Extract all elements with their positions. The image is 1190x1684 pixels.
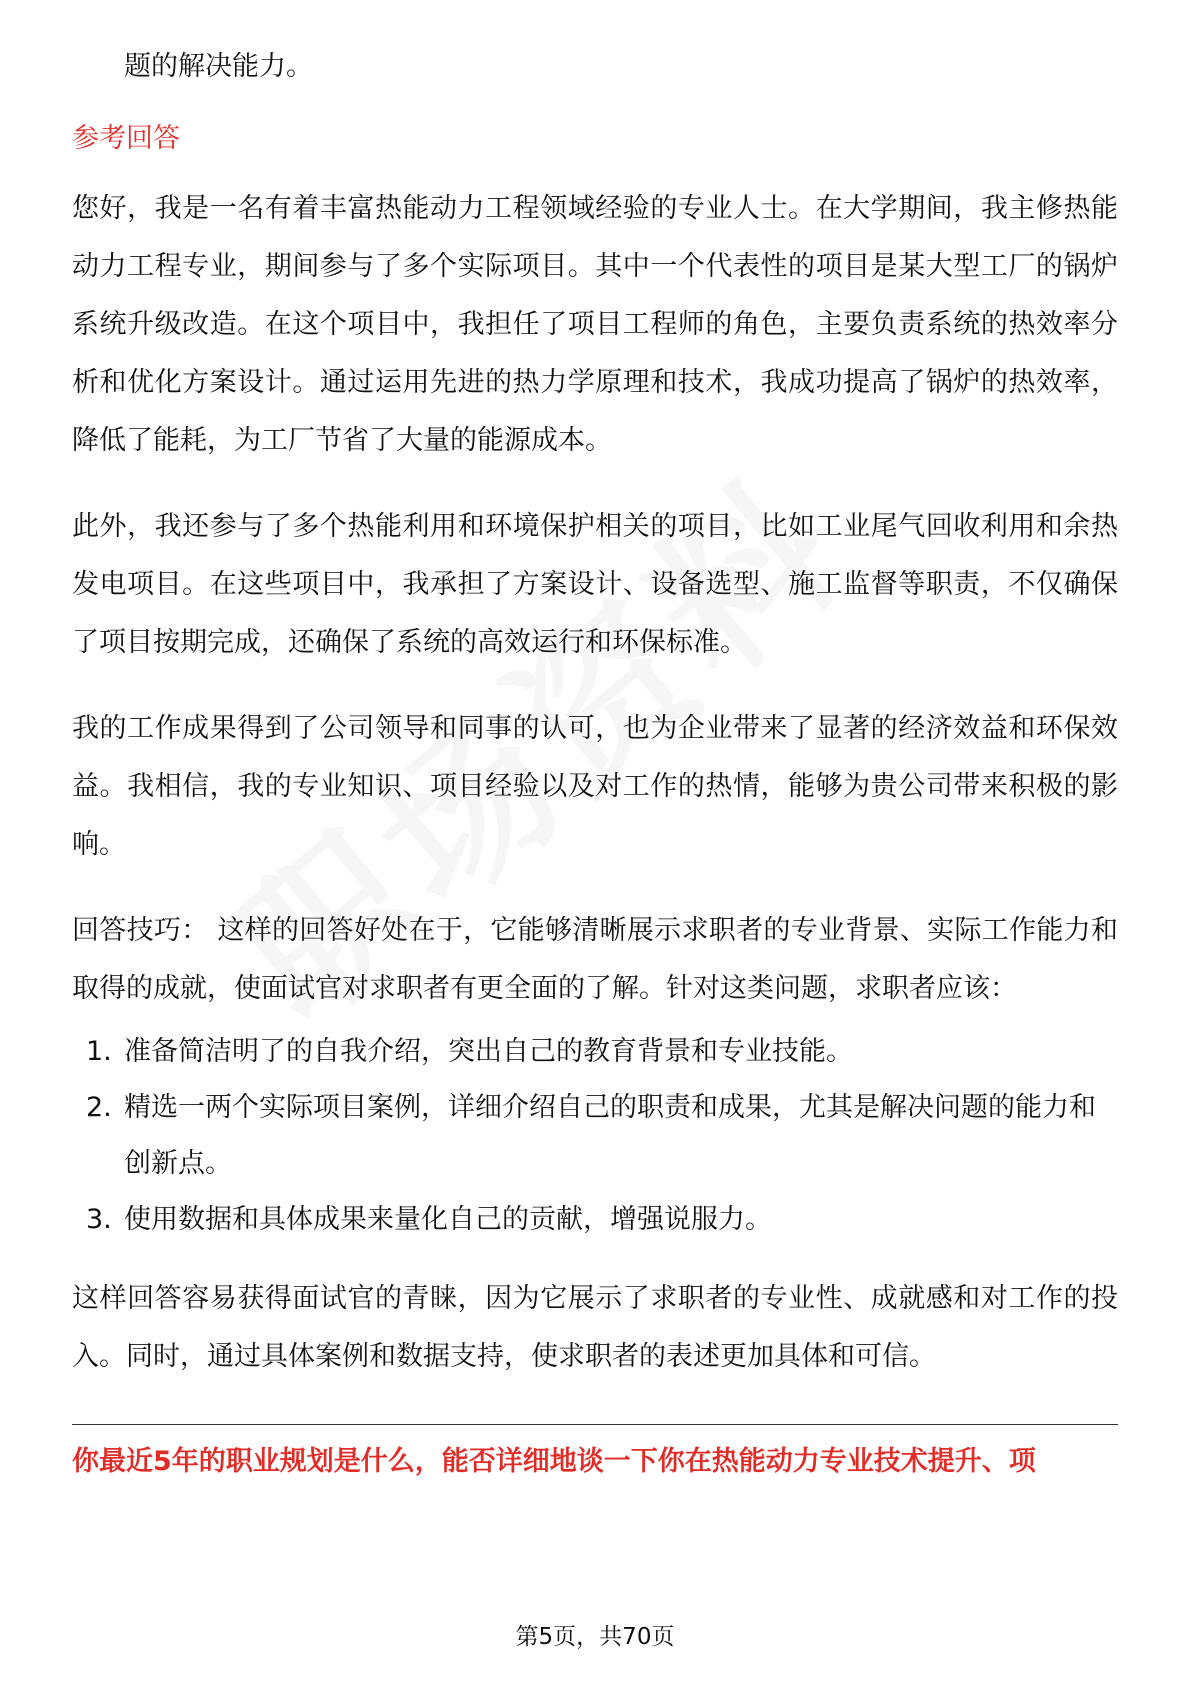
list-item [72, 1192, 1118, 1248]
list-item-text: 精选一两个实际项目案例，详细介绍自己的职责和成果，尤其是解决问题的能力和创新点。 [124, 1092, 1096, 1179]
section-label-reference-answer: 参考回答 [72, 123, 180, 154]
list-item [72, 1080, 1118, 1192]
answer-paragraph-3: 我的工作成果得到了公司领导和同事的认可，也为企业带来了显著的经济效益和环保效益。我相信，我的专业知识、项目经验以及对工作的热情，能够为贵公司带来积极的影响。 [72, 713, 1118, 860]
tips-intro: 回答技巧： 这样的回答好处在于，它能够清晰展示求职者的专业背景、实际工作能力和取得的成就，使面试官对求职者有更全面的了解。针对这类问题，求职者应该： [72, 915, 1118, 1004]
list-item-number: 1. [86, 1036, 112, 1067]
answer-paragraph-2: 此外，我还参与了多个热能利用和环境保护相关的项目，比如工业尾气回收利用和余热发电项目。在这些项目中，我承担了方案设计、设备选型、施工监督等职责，不仅确保了项目按期完成，还确保了系统的高效运行和环保标准。 [72, 511, 1118, 658]
section-divider [72, 1424, 1118, 1425]
list-item-text: 准备简洁明了的自我介绍，突出自己的教育背景和专业技能。 [124, 1036, 853, 1067]
document-page [72, 38, 1118, 1491]
continued-text: 题的解决能力。 [124, 51, 313, 82]
page-footer: 第5页，共70页 [515, 1624, 675, 1650]
list-item [72, 1024, 1118, 1080]
list-item-text: 使用数据和具体成果来量化自己的贡献，增强说服力。 [124, 1204, 772, 1235]
next-question-heading: 你最近5年的职业规划是什么，能否详细地谈一下你在热能动力专业技术提升、项 [72, 1446, 1036, 1477]
answer-paragraph-1: 您好，我是一名有着丰富热能动力工程领域经验的专业人士。在大学期间，我主修热能动力工程专业，期间参与了多个实际项目。其中一个代表性的项目是某大型工厂的锅炉系统升级改造。在这个项目中，我担任了项目工程师的角色，主要负责系统的热效率分析和优化方案设计。通过运用先进的热力学原理和技术，我成功提高了锅炉的热效率，降低了能耗，为工厂节省了大量的能源成本。 [72, 193, 1118, 456]
tips-list [72, 1024, 1118, 1248]
list-item-number: 2. [86, 1092, 112, 1123]
conclusion-paragraph: 这样回答容易获得面试官的青睐，因为它展示了求职者的专业性、成就感和对工作的投入。同时，通过具体案例和数据支持，使求职者的表述更加具体和可信。 [72, 1283, 1118, 1372]
list-item-number: 3. [86, 1204, 112, 1235]
